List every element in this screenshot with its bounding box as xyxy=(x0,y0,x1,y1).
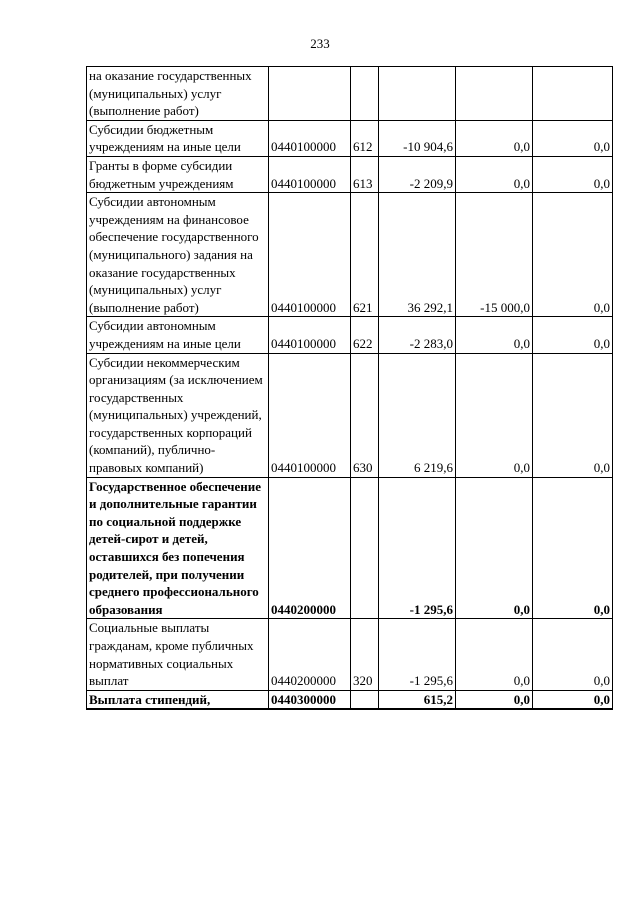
row-code: 0440100000 xyxy=(269,317,351,353)
row-value-3: 0,0 xyxy=(533,317,613,353)
row-value-2 xyxy=(456,67,533,121)
page-number: 233 xyxy=(310,36,330,51)
row-name: Выплата стипендий, xyxy=(87,690,269,709)
row-name: Субсидии автономным учреждениям на иные цели xyxy=(87,317,269,353)
row-vr xyxy=(351,477,379,619)
row-value-3: 0,0 xyxy=(533,120,613,156)
row-code: 0440100000 xyxy=(269,156,351,192)
row-value-3 xyxy=(533,67,613,121)
row-code: 0440100000 xyxy=(269,120,351,156)
row-vr xyxy=(351,690,379,709)
row-value-2: 0,0 xyxy=(456,690,533,709)
row-value-3: 0,0 xyxy=(533,619,613,690)
row-value-2: 0,0 xyxy=(456,120,533,156)
row-vr: 621 xyxy=(351,193,379,317)
budget-table xyxy=(86,66,613,710)
row-code: 0440100000 xyxy=(269,353,351,477)
row-name: Субсидии некоммерческим организациям (за исключением государственных (муниципальных) учреждений, государственных корпораций (компаний), публично-правовых компаний) xyxy=(87,353,269,477)
table-row xyxy=(87,156,613,192)
row-value-1: -2 283,0 xyxy=(379,317,456,353)
row-vr: 612 xyxy=(351,120,379,156)
row-value-3: 0,0 xyxy=(533,156,613,192)
table-row xyxy=(87,619,613,690)
row-vr: 630 xyxy=(351,353,379,477)
row-value-2: 0,0 xyxy=(456,477,533,619)
row-value-2: 0,0 xyxy=(456,619,533,690)
row-code xyxy=(269,67,351,121)
table-row xyxy=(87,353,613,477)
table-row-section xyxy=(87,690,613,709)
row-value-1: -1 295,6 xyxy=(379,619,456,690)
row-name: Государственное обеспечение и дополнительные гарантии по социальной поддержке детей-сирот и детей, оставшихся без попечения родителей, при получении среднего профессионального образования xyxy=(87,477,269,619)
row-vr: 320 xyxy=(351,619,379,690)
row-code: 0440200000 xyxy=(269,477,351,619)
row-vr: 613 xyxy=(351,156,379,192)
row-value-1: -10 904,6 xyxy=(379,120,456,156)
row-value-1: 36 292,1 xyxy=(379,193,456,317)
row-value-2: 0,0 xyxy=(456,156,533,192)
row-code: 0440100000 xyxy=(269,193,351,317)
row-name: Гранты в форме субсидии бюджетным учреждениям xyxy=(87,156,269,192)
table-row xyxy=(87,120,613,156)
row-name: на оказание государственных (муниципальных) услуг (выполнение работ) xyxy=(87,67,269,121)
row-code: 0440300000 xyxy=(269,690,351,709)
row-value-2: 0,0 xyxy=(456,317,533,353)
table-row xyxy=(87,193,613,317)
row-value-3: 0,0 xyxy=(533,690,613,709)
row-name: Социальные выплаты гражданам, кроме публичных нормативных социальных выплат xyxy=(87,619,269,690)
row-value-1: 6 219,6 xyxy=(379,353,456,477)
row-code: 0440200000 xyxy=(269,619,351,690)
row-name: Субсидии автономным учреждениям на финансовое обеспечение государственного (муниципального) задания на оказание государственных (муниципальных) услуг (выполнение работ) xyxy=(87,193,269,317)
row-value-1: 615,2 xyxy=(379,690,456,709)
table-row xyxy=(87,67,613,121)
row-value-3: 0,0 xyxy=(533,477,613,619)
table-row-section xyxy=(87,477,613,619)
row-value-1 xyxy=(379,67,456,121)
row-value-2: -15 000,0 xyxy=(456,193,533,317)
row-value-3: 0,0 xyxy=(533,353,613,477)
row-vr xyxy=(351,67,379,121)
row-value-3: 0,0 xyxy=(533,193,613,317)
table-row xyxy=(87,317,613,353)
row-value-2: 0,0 xyxy=(456,353,533,477)
row-name: Субсидии бюджетным учреждениям на иные цели xyxy=(87,120,269,156)
row-vr: 622 xyxy=(351,317,379,353)
row-value-1: -1 295,6 xyxy=(379,477,456,619)
row-value-1: -2 209,9 xyxy=(379,156,456,192)
